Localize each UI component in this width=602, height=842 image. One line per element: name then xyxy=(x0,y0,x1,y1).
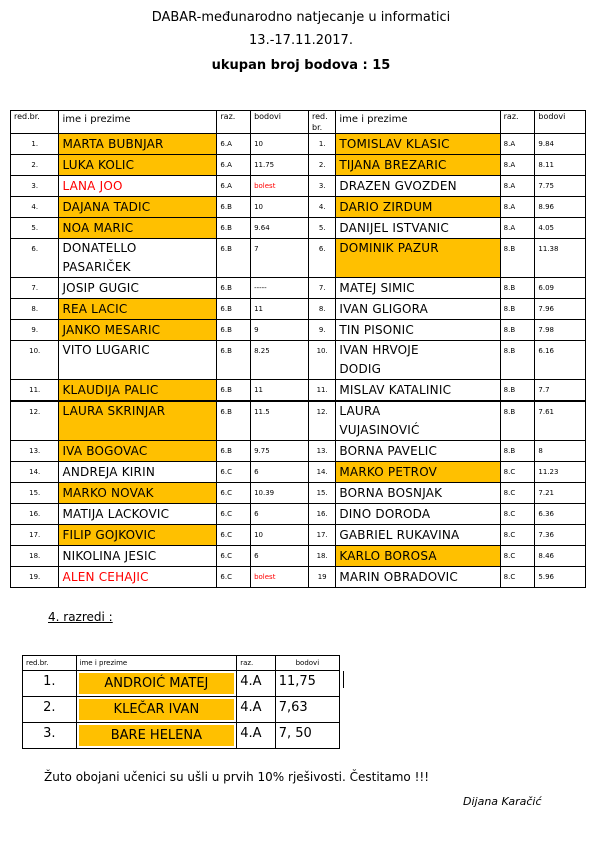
points: bolest xyxy=(251,176,309,197)
col-header-name: ime i prezime xyxy=(59,111,217,134)
row-number: 8. xyxy=(308,299,335,320)
class-label: 8.A xyxy=(500,155,535,176)
student-name: LANA JOO xyxy=(59,176,217,197)
col-header-raz: raz. xyxy=(217,111,251,134)
class-label: 4.A xyxy=(237,697,276,723)
row-number: 17. xyxy=(11,525,59,546)
row-number: 19. xyxy=(11,567,59,588)
points: 11.23 xyxy=(535,462,586,483)
class-label: 6.B xyxy=(217,441,251,462)
points: 11.75 xyxy=(251,155,309,176)
points: 8.46 xyxy=(535,546,586,567)
points: 6.09 xyxy=(535,278,586,299)
row-number: 17. xyxy=(308,525,335,546)
student-name-text: KLEČAR IVAN xyxy=(79,699,235,720)
points: 7.98 xyxy=(535,320,586,341)
doc-title: DABAR-međunarodno natjecanje u informatici xyxy=(151,10,451,25)
class-label: 8.A xyxy=(500,176,535,197)
table-row xyxy=(11,441,586,462)
class-label: 6.B xyxy=(217,197,251,218)
class-label: 6.B xyxy=(217,380,251,402)
student-name: LAURA SKRINJAR xyxy=(59,401,217,441)
row-number: 7. xyxy=(11,278,59,299)
points: ----- xyxy=(251,278,309,299)
table-row xyxy=(11,155,586,176)
points: 10.39 xyxy=(251,483,309,504)
table4-header-row xyxy=(23,656,340,671)
points: 11,75 xyxy=(275,671,339,697)
class-label: 8.C xyxy=(500,567,535,588)
class-label: 8.B xyxy=(500,380,535,402)
points: 10 xyxy=(251,525,309,546)
student-name xyxy=(336,401,500,441)
student-name: KARLO BOROSA xyxy=(336,546,500,567)
class-label: 8.C xyxy=(500,483,535,504)
col-header-rb: red.br. xyxy=(11,111,59,134)
points: 11 xyxy=(251,299,309,320)
points: 6 xyxy=(251,546,309,567)
row-number: 13. xyxy=(308,441,335,462)
points: 11.38 xyxy=(535,239,586,278)
points: 7 xyxy=(251,239,309,278)
table-row xyxy=(23,671,340,697)
student-name: GABRIEL RUKAVINA xyxy=(336,525,500,546)
student-name: MARTA BUBNJAR xyxy=(59,134,217,155)
row-number: 6. xyxy=(308,239,335,278)
col-header-rb2 xyxy=(308,111,335,134)
row-number: 18. xyxy=(11,546,59,567)
points: 6.36 xyxy=(535,504,586,525)
row-number: 3. xyxy=(23,723,77,749)
points: 7.36 xyxy=(535,525,586,546)
student-name: DOMINIK PAZUR xyxy=(336,239,500,278)
table-header-row xyxy=(11,111,586,134)
t4-header-bod: bodovi xyxy=(275,656,339,671)
student-name: IVAN GLIGORA xyxy=(336,299,500,320)
points: 9 xyxy=(251,320,309,341)
class-label: 6.A xyxy=(217,134,251,155)
student-name-text: ANDROIĆ MATEJ xyxy=(79,673,235,694)
t4-header-rb: red.br. xyxy=(23,656,77,671)
student-name: DARIO ZIRDUM xyxy=(336,197,500,218)
student-name: ALEN CEHAJIC xyxy=(59,567,217,588)
student-name: FILIP GOJKOVIC xyxy=(59,525,217,546)
class-label: 4.A xyxy=(237,723,276,749)
doc-total-points: ukupan broj bodova : 15 xyxy=(211,58,391,73)
row-number: 5. xyxy=(11,218,59,239)
points: 8.25 xyxy=(251,341,309,380)
col-header-bod: bodovi xyxy=(251,111,309,134)
class-label: 8.C xyxy=(500,525,535,546)
class-label: 8.B xyxy=(500,299,535,320)
table-row xyxy=(11,134,586,155)
col-header-rb2-line1: red. xyxy=(311,112,328,121)
row-number: 9. xyxy=(308,320,335,341)
t4-header-raz: raz. xyxy=(237,656,276,671)
student-name: TOMISLAV KLASIC xyxy=(336,134,500,155)
points: 7.61 xyxy=(535,401,586,441)
col-header-bod2: bodovi xyxy=(535,111,586,134)
table-row xyxy=(23,723,340,749)
table-row xyxy=(11,176,586,197)
points: 8 xyxy=(535,441,586,462)
row-number: 5. xyxy=(308,218,335,239)
row-number: 2. xyxy=(23,697,77,723)
table-row xyxy=(11,504,586,525)
row-number: 8. xyxy=(11,299,59,320)
row-number: 14. xyxy=(308,462,335,483)
points: 10 xyxy=(251,134,309,155)
footer-note: Žuto obojani učenici su ušli u prvih 10% rješivosti. Čestitamo !!! xyxy=(44,770,430,784)
class-label: 6.C xyxy=(217,546,251,567)
points: 7.21 xyxy=(535,483,586,504)
class-label: 6.B xyxy=(217,299,251,320)
points: 7, 50 xyxy=(275,723,339,749)
student-name: LUKA KOLIC xyxy=(59,155,217,176)
class-label: 6.B xyxy=(217,401,251,441)
class-label: 8.B xyxy=(500,441,535,462)
student-name: TIN PISONIC xyxy=(336,320,500,341)
class-label: 8.B xyxy=(500,401,535,441)
row-number: 19 xyxy=(308,567,335,588)
student-name: MARIN OBRADOVIC xyxy=(336,567,500,588)
row-number: 14. xyxy=(11,462,59,483)
table-row xyxy=(11,278,586,299)
row-number: 3. xyxy=(308,176,335,197)
points: 8.96 xyxy=(535,197,586,218)
points: 11.5 xyxy=(251,401,309,441)
student-name: REA LACIC xyxy=(59,299,217,320)
class-label: 8.C xyxy=(500,546,535,567)
class-label: 8.A xyxy=(500,134,535,155)
row-number: 13. xyxy=(11,441,59,462)
student-name-text: BARE HELENA xyxy=(79,725,235,746)
student-name-line2: PASARIČEK xyxy=(62,260,131,274)
class-label: 8.A xyxy=(500,218,535,239)
class-label: 6.B xyxy=(217,239,251,278)
row-number: 1. xyxy=(308,134,335,155)
points: 4.05 xyxy=(535,218,586,239)
table-row xyxy=(23,697,340,723)
col-header-raz2: raz. xyxy=(500,111,535,134)
table-row xyxy=(11,462,586,483)
row-number: 1. xyxy=(23,671,77,697)
table-row xyxy=(11,218,586,239)
student-name: MARKO NOVAK xyxy=(59,483,217,504)
table-row xyxy=(11,341,586,380)
class-label: 6.C xyxy=(217,504,251,525)
table-row xyxy=(11,299,586,320)
student-name: DINO DORODA xyxy=(336,504,500,525)
student-name: IVA BOGOVAC xyxy=(59,441,217,462)
table-row xyxy=(11,525,586,546)
table-row xyxy=(11,380,586,402)
student-name: MISLAV KATALINIC xyxy=(336,380,500,402)
student-name-line1: IVAN HRVOJE xyxy=(339,343,419,357)
class-label: 8.A xyxy=(500,197,535,218)
points: 6.16 xyxy=(535,341,586,380)
row-number: 15. xyxy=(11,483,59,504)
row-number: 9. xyxy=(11,320,59,341)
student-name: DRAZEN GVOZDEN xyxy=(336,176,500,197)
class-label: 6.C xyxy=(217,525,251,546)
class-label: 8.B xyxy=(500,320,535,341)
class-label: 6.B xyxy=(217,341,251,380)
points: 11 xyxy=(251,380,309,402)
student-name xyxy=(76,723,237,749)
student-name: MATIJA LACKOVIC xyxy=(59,504,217,525)
student-name: NOA MARIC xyxy=(59,218,217,239)
row-number: 2. xyxy=(11,155,59,176)
class-label: 6.B xyxy=(217,320,251,341)
student-name-line2: VUJASINOVIĆ xyxy=(339,423,420,437)
points: 9.75 xyxy=(251,441,309,462)
student-name: VITO LUGARIC xyxy=(59,341,217,380)
student-name xyxy=(336,341,500,380)
class-label: 6.C xyxy=(217,567,251,588)
row-number: 15. xyxy=(308,483,335,504)
class-label: 6.C xyxy=(217,462,251,483)
table-row xyxy=(11,320,586,341)
points: 7,63 xyxy=(275,697,339,723)
row-number: 4. xyxy=(11,197,59,218)
student-name: KLAUDIJA PALIC xyxy=(59,380,217,402)
results-table-4th-grade xyxy=(22,655,340,749)
student-name: BORNA PAVELIC xyxy=(336,441,500,462)
class-label: 6.A xyxy=(217,176,251,197)
row-number: 12. xyxy=(11,401,59,441)
points: 6 xyxy=(251,504,309,525)
student-name xyxy=(59,239,217,278)
student-name-line1: LAURA xyxy=(339,404,381,418)
row-number: 2. xyxy=(308,155,335,176)
table-row xyxy=(11,546,586,567)
student-name: MATEJ SIMIC xyxy=(336,278,500,299)
table-row xyxy=(11,483,586,504)
results-table xyxy=(10,110,586,588)
table-row xyxy=(11,239,586,278)
col-header-rb2-line2: br. xyxy=(311,123,323,132)
table-row xyxy=(11,567,586,588)
student-name: MARKO PETROV xyxy=(336,462,500,483)
student-name: DAJANA TADIC xyxy=(59,197,217,218)
student-name-line2: DODIG xyxy=(339,362,382,376)
points: 8.11 xyxy=(535,155,586,176)
class-label: 8.B xyxy=(500,278,535,299)
points: 9.64 xyxy=(251,218,309,239)
row-number: 11. xyxy=(11,380,59,402)
points: 7.7 xyxy=(535,380,586,402)
section-title-4th-grade: 4. razredi : xyxy=(48,610,113,624)
points: 6 xyxy=(251,462,309,483)
row-number: 11. xyxy=(308,380,335,402)
row-number: 16. xyxy=(308,504,335,525)
class-label: 6.A xyxy=(217,155,251,176)
t4-header-name: ime i prezime xyxy=(76,656,237,671)
row-number: 7. xyxy=(308,278,335,299)
table-row xyxy=(11,401,586,441)
row-number: 4. xyxy=(308,197,335,218)
row-number: 16. xyxy=(11,504,59,525)
student-name: ANDREJA KIRIN xyxy=(59,462,217,483)
student-name-line1: DONATELLO xyxy=(62,241,137,255)
points: 7.96 xyxy=(535,299,586,320)
row-number: 3. xyxy=(11,176,59,197)
student-name: JANKO MESARIC xyxy=(59,320,217,341)
row-number: 10. xyxy=(308,341,335,380)
class-label: 8.C xyxy=(500,462,535,483)
doc-date: 13.-17.11.2017. xyxy=(249,33,353,48)
class-label: 8.C xyxy=(500,504,535,525)
row-number: 12. xyxy=(308,401,335,441)
class-label: 8.B xyxy=(500,239,535,278)
row-number: 10. xyxy=(11,341,59,380)
class-label: 4.A xyxy=(237,671,276,697)
class-label: 6.B xyxy=(217,218,251,239)
row-number: 6. xyxy=(11,239,59,278)
student-name: BORNA BOSNJAK xyxy=(336,483,500,504)
student-name: DANIJEL ISTVANIC xyxy=(336,218,500,239)
text-cursor xyxy=(343,671,344,688)
student-name: TIJANA BREZARIC xyxy=(336,155,500,176)
points: 5.96 xyxy=(535,567,586,588)
row-number: 1. xyxy=(11,134,59,155)
class-label: 8.B xyxy=(500,341,535,380)
table-row xyxy=(11,197,586,218)
student-name: JOSIP GUGIC xyxy=(59,278,217,299)
signature: Dijana Karačić xyxy=(463,795,542,808)
points: 10 xyxy=(251,197,309,218)
class-label: 6.B xyxy=(217,278,251,299)
points: 9.84 xyxy=(535,134,586,155)
class-label: 6.C xyxy=(217,483,251,504)
points: bolest xyxy=(251,567,309,588)
points: 7.75 xyxy=(535,176,586,197)
student-name xyxy=(76,697,237,723)
col-header-name2: ime i prezime xyxy=(336,111,500,134)
row-number: 18. xyxy=(308,546,335,567)
student-name: NIKOLINA JESIC xyxy=(59,546,217,567)
student-name xyxy=(76,671,237,697)
